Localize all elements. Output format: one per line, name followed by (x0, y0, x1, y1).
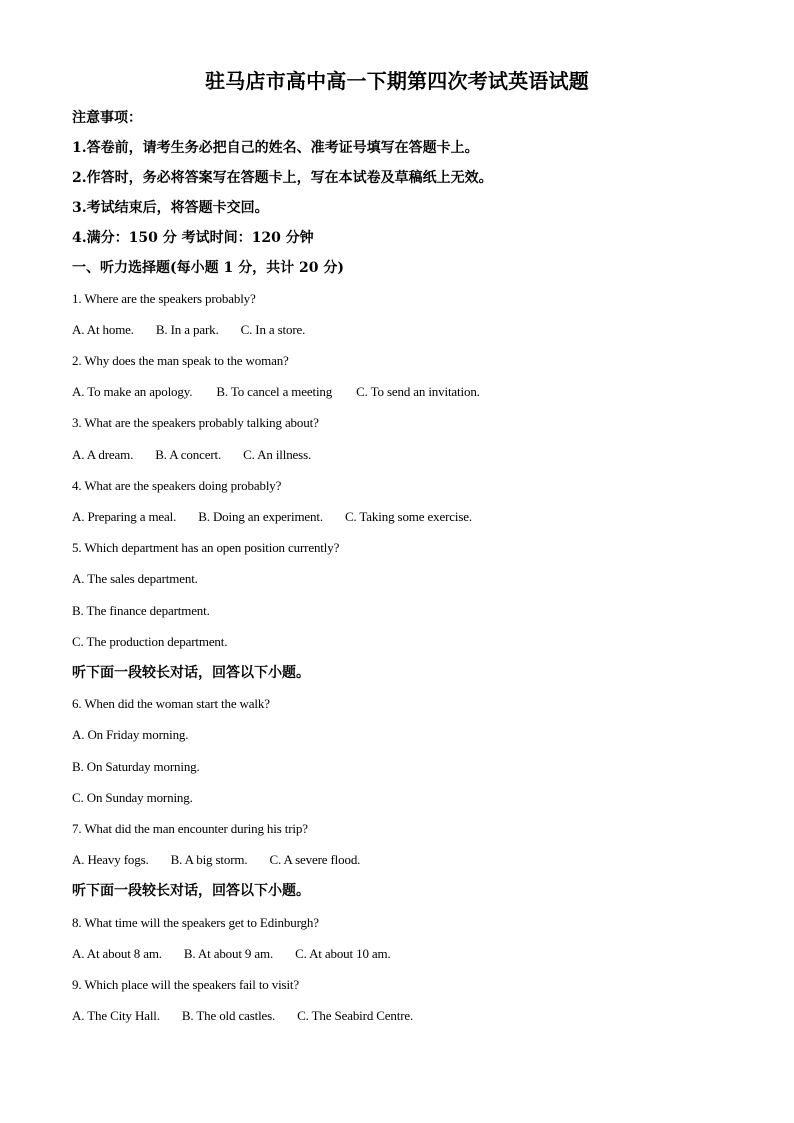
page-title: 驻马店市高中高一下期第四次考试英语试题 (205, 69, 589, 93)
dialogue-instruction: 听下面一段较长对话，回答以下小题。 (72, 883, 310, 899)
dialogue-instruction: 听下面一段较长对话，回答以下小题。 (72, 665, 310, 681)
option-b: B. The finance department. (72, 603, 210, 618)
question-4-options (72, 507, 472, 527)
option-a: A. At home. (72, 322, 134, 337)
option-c: C. An illness. (243, 447, 312, 462)
option-a: A. To make an apology. (72, 384, 193, 399)
question-7-options (72, 850, 360, 870)
option-c: C. To send an invitation. (356, 384, 480, 399)
question-9-options (72, 1006, 413, 1026)
option-c: C. On Sunday morning. (72, 790, 193, 805)
notes-heading: 注意事项： (72, 110, 142, 126)
option-a: A. A dream. (72, 447, 134, 462)
question-2-options (72, 382, 480, 402)
question-8: 8. What time will the speakers get to Edinburgh? (72, 915, 319, 930)
question-7: 7. What did the man encounter during his trip? (72, 821, 308, 836)
question-2: 2. Why does the man speak to the woman? (72, 353, 289, 368)
option-b: B. On Saturday morning. (72, 759, 200, 774)
option-b: B. The old castles. (181, 1008, 276, 1023)
option-a: A. The sales department. (72, 571, 198, 586)
section-heading-listening: 一、听力选择题(每小题 1 分，共计 20 分) (72, 260, 344, 276)
question-6: 6. When did the woman start the walk? (72, 696, 270, 711)
option-c: C. A severe flood. (269, 852, 361, 867)
option-c: C. The production department. (72, 634, 228, 649)
note-item-3: 3.考试结束后，将答题卡交回。 (72, 200, 269, 216)
question-8-options (72, 944, 391, 964)
option-c: C. At about 10 am. (295, 946, 391, 961)
option-b: B. A big storm. (170, 852, 248, 867)
note-item-2: 2.作答时，务必将答案写在答题卡上，写在本试卷及草稿纸上无效。 (72, 170, 493, 186)
question-1: 1. Where are the speakers probably? (72, 291, 256, 306)
option-a: A. At about 8 am. (72, 946, 162, 961)
note-item-1: 1.答卷前，请考生务必把自己的姓名、准考证号填写在答题卡上。 (72, 140, 479, 156)
option-b: B. Doing an experiment. (198, 509, 323, 524)
question-3: 3. What are the speakers probably talking about? (72, 415, 319, 430)
option-a: A. Preparing a meal. (72, 509, 177, 524)
option-a: A. On Friday morning. (72, 727, 189, 742)
question-9: 9. Which place will the speakers fail to visit? (72, 977, 300, 992)
option-a: A. The City Hall. (72, 1008, 160, 1023)
option-b: B. To cancel a meeting (216, 384, 333, 399)
option-c: C. The Seabird Centre. (297, 1008, 414, 1023)
note-item-4: 4.满分：150 分 考试时间：120 分钟 (72, 230, 314, 246)
question-5: 5. Which department has an open position currently? (72, 540, 340, 555)
option-c: C. In a store. (240, 322, 306, 337)
option-c: C. Taking some exercise. (344, 509, 472, 524)
option-b: B. A concert. (155, 447, 222, 462)
question-1-options (72, 320, 305, 340)
option-b: B. At about 9 am. (183, 946, 274, 961)
question-4: 4. What are the speakers doing probably? (72, 478, 282, 493)
option-b: B. In a park. (155, 322, 219, 337)
option-a: A. Heavy fogs. (72, 852, 149, 867)
question-3-options (72, 445, 311, 465)
